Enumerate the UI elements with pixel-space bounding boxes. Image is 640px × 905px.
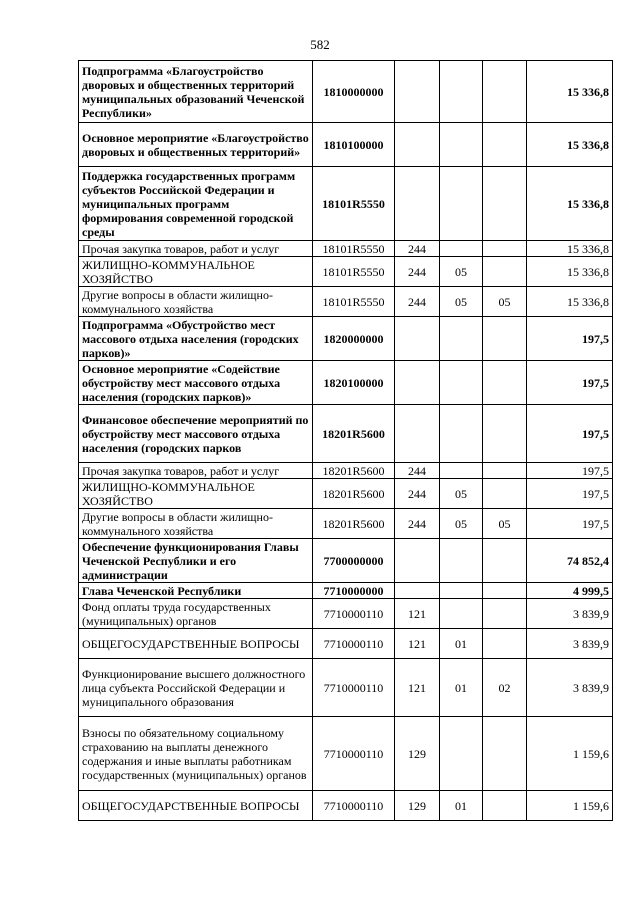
target-code-cell: 7710000110 <box>313 629 395 659</box>
subsection-cell: 05 <box>483 287 527 317</box>
expense-type-cell: 121 <box>395 659 440 717</box>
subsection-cell <box>483 61 527 123</box>
expense-type-cell <box>395 405 440 463</box>
target-code-cell: 18201R5600 <box>313 463 395 479</box>
subsection-cell <box>483 167 527 241</box>
table-row <box>79 479 613 509</box>
amount-cell: 15 336,8 <box>527 61 613 123</box>
table-row <box>79 583 613 599</box>
target-code-cell: 18101R5550 <box>313 241 395 257</box>
row-name-cell: Подпрограмма «Благоустройство дворовых и общественных территорий муниципальных образований Чеченской Республики» <box>79 61 313 123</box>
row-name-cell: Прочая закупка товаров, работ и услуг <box>79 241 313 257</box>
section-cell <box>440 317 483 361</box>
subsection-cell <box>483 405 527 463</box>
amount-cell: 197,5 <box>527 509 613 539</box>
expense-type-cell <box>395 61 440 123</box>
amount-cell: 15 336,8 <box>527 287 613 317</box>
row-name-cell: Функционирование высшего должностного лица субъекта Российской Федерации и муниципального образования <box>79 659 313 717</box>
table-row <box>79 287 613 317</box>
amount-cell: 1 159,6 <box>527 717 613 791</box>
expense-type-cell: 129 <box>395 717 440 791</box>
expense-type-cell: 121 <box>395 599 440 629</box>
section-cell: 01 <box>440 659 483 717</box>
section-cell: 05 <box>440 479 483 509</box>
subsection-cell <box>483 361 527 405</box>
table-row <box>79 61 613 123</box>
subsection-cell: 02 <box>483 659 527 717</box>
row-name-cell: ЖИЛИЩНО-КОММУНАЛЬНОЕ ХОЗЯЙСТВО <box>79 479 313 509</box>
section-cell <box>440 717 483 791</box>
subsection-cell <box>483 791 527 821</box>
subsection-cell <box>483 479 527 509</box>
expense-type-cell: 244 <box>395 241 440 257</box>
expense-type-cell: 121 <box>395 629 440 659</box>
table-row <box>79 791 613 821</box>
expense-type-cell: 244 <box>395 257 440 287</box>
section-cell: 05 <box>440 257 483 287</box>
section-cell <box>440 583 483 599</box>
table-row <box>79 405 613 463</box>
row-name-cell: Взносы по обязательному социальному страхованию на выплаты денежного содержания и иные выплаты работникам государственных (муниципальных) органов <box>79 717 313 791</box>
section-cell <box>440 61 483 123</box>
target-code-cell: 1810100000 <box>313 123 395 167</box>
subsection-cell <box>483 717 527 791</box>
expense-type-cell: 129 <box>395 791 440 821</box>
target-code-cell: 1820100000 <box>313 361 395 405</box>
expense-type-cell: 244 <box>395 287 440 317</box>
table-row <box>79 717 613 791</box>
section-cell <box>440 405 483 463</box>
amount-cell: 4 999,5 <box>527 583 613 599</box>
target-code-cell: 18201R5600 <box>313 509 395 539</box>
amount-cell: 74 852,4 <box>527 539 613 583</box>
section-cell: 01 <box>440 791 483 821</box>
expense-type-cell <box>395 123 440 167</box>
row-name-cell: Глава Чеченской Республики <box>79 583 313 599</box>
subsection-cell <box>483 539 527 583</box>
amount-cell: 3 839,9 <box>527 659 613 717</box>
target-code-cell: 7710000000 <box>313 583 395 599</box>
target-code-cell: 7710000110 <box>313 791 395 821</box>
subsection-cell <box>483 241 527 257</box>
budget-table <box>78 60 613 821</box>
expense-type-cell: 244 <box>395 509 440 539</box>
row-name-cell: Прочая закупка товаров, работ и услуг <box>79 463 313 479</box>
expense-type-cell <box>395 583 440 599</box>
section-cell: 05 <box>440 509 483 539</box>
target-code-cell: 1820000000 <box>313 317 395 361</box>
table-row <box>79 361 613 405</box>
row-name-cell: Поддержка государственных программ субъектов Российской Федерации и муниципальных программ формирования современной городской среды <box>79 167 313 241</box>
table-row <box>79 257 613 287</box>
table-row <box>79 317 613 361</box>
expense-type-cell: 244 <box>395 463 440 479</box>
subsection-cell: 05 <box>483 509 527 539</box>
amount-cell: 3 839,9 <box>527 599 613 629</box>
table-row <box>79 599 613 629</box>
target-code-cell: 18101R5550 <box>313 167 395 241</box>
target-code-cell: 7710000110 <box>313 599 395 629</box>
subsection-cell <box>483 629 527 659</box>
expense-type-cell <box>395 317 440 361</box>
target-code-cell: 1810000000 <box>313 61 395 123</box>
subsection-cell <box>483 583 527 599</box>
target-code-cell: 7710000110 <box>313 659 395 717</box>
amount-cell: 197,5 <box>527 317 613 361</box>
expense-type-cell <box>395 539 440 583</box>
amount-cell: 15 336,8 <box>527 241 613 257</box>
amount-cell: 15 336,8 <box>527 257 613 287</box>
section-cell <box>440 599 483 629</box>
expense-type-cell <box>395 361 440 405</box>
row-name-cell: Подпрограмма «Обустройство мест массового отдыха населения (городских парков)» <box>79 317 313 361</box>
target-code-cell: 18101R5550 <box>313 257 395 287</box>
expense-type-cell <box>395 167 440 241</box>
subsection-cell <box>483 317 527 361</box>
table-row <box>79 629 613 659</box>
amount-cell: 197,5 <box>527 405 613 463</box>
target-code-cell: 18201R5600 <box>313 405 395 463</box>
row-name-cell: Основное мероприятие «Содействие обустройству мест массового отдыха населения (городских парков)» <box>79 361 313 405</box>
target-code-cell: 7710000110 <box>313 717 395 791</box>
row-name-cell: Другие вопросы в области жилищно-коммунального хозяйства <box>79 287 313 317</box>
table-row <box>79 509 613 539</box>
table-row <box>79 241 613 257</box>
expense-type-cell: 244 <box>395 479 440 509</box>
amount-cell: 15 336,8 <box>527 167 613 241</box>
section-cell <box>440 463 483 479</box>
amount-cell: 197,5 <box>527 463 613 479</box>
table-row <box>79 659 613 717</box>
amount-cell: 3 839,9 <box>527 629 613 659</box>
subsection-cell <box>483 257 527 287</box>
subsection-cell <box>483 599 527 629</box>
section-cell <box>440 539 483 583</box>
target-code-cell: 7700000000 <box>313 539 395 583</box>
row-name-cell: Основное мероприятие «Благоустройство дворовых и общественных территорий» <box>79 123 313 167</box>
section-cell: 05 <box>440 287 483 317</box>
amount-cell: 197,5 <box>527 361 613 405</box>
section-cell <box>440 241 483 257</box>
section-cell <box>440 361 483 405</box>
section-cell <box>440 123 483 167</box>
table-row <box>79 539 613 583</box>
amount-cell: 197,5 <box>527 479 613 509</box>
row-name-cell: ОБЩЕГОСУДАРСТВЕННЫЕ ВОПРОСЫ <box>79 791 313 821</box>
amount-cell: 1 159,6 <box>527 791 613 821</box>
row-name-cell: Финансовое обеспечение мероприятий по обустройству мест массового отдыха населения (городских парков <box>79 405 313 463</box>
subsection-cell <box>483 123 527 167</box>
section-cell <box>440 167 483 241</box>
target-code-cell: 18101R5550 <box>313 287 395 317</box>
target-code-cell: 18201R5600 <box>313 479 395 509</box>
row-name-cell: Обеспечение функционирования Главы Чеченской Республики и его администрации <box>79 539 313 583</box>
section-cell: 01 <box>440 629 483 659</box>
page-number: 582 <box>310 37 330 52</box>
row-name-cell: Другие вопросы в области жилищно-коммунального хозяйства <box>79 509 313 539</box>
table-row <box>79 123 613 167</box>
row-name-cell: ОБЩЕГОСУДАРСТВЕННЫЕ ВОПРОСЫ <box>79 629 313 659</box>
row-name-cell: Фонд оплаты труда государственных (муниципальных) органов <box>79 599 313 629</box>
subsection-cell <box>483 463 527 479</box>
row-name-cell: ЖИЛИЩНО-КОММУНАЛЬНОЕ ХОЗЯЙСТВО <box>79 257 313 287</box>
table-row <box>79 463 613 479</box>
table-row <box>79 167 613 241</box>
amount-cell: 15 336,8 <box>527 123 613 167</box>
